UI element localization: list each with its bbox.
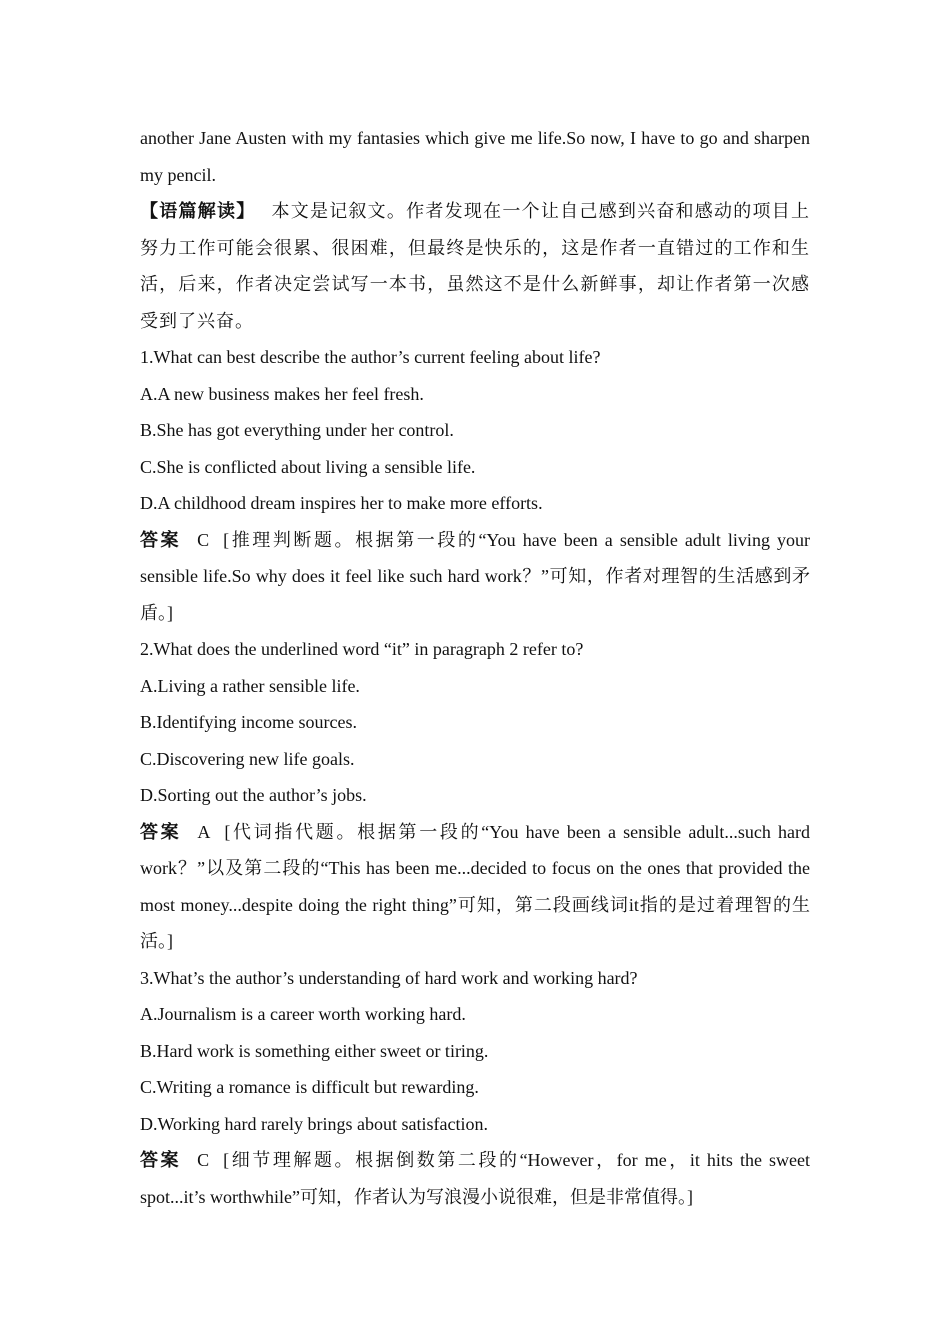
question-stem: 2.What does the underlined word “it” in paragraph 2 refer to? [140, 639, 584, 659]
option-b: B.Hard work is something either sweet or tiring. [140, 1040, 489, 1061]
answer-paragraph [140, 522, 810, 632]
option-c: C.Discovering new life goals. [140, 748, 355, 769]
analysis-text: 本文是记叙文。作者发现在一个让自己感到兴奋和感动的项目上努力工作可能会很累、很困难，但最终是快乐的，这是作者一直错过的工作和生活，后来，作者决定尝试写一本书，虽然这不是什么新鲜事，却让作者第一次感受到了兴奋。 [140, 201, 811, 331]
question-stem: 1.What can best describe the author’s current feeling about life? [140, 347, 601, 367]
option-d: D.Working hard rarely brings about satisfaction. [140, 1113, 488, 1134]
answer-letter: A [197, 821, 211, 842]
intro-text: another Jane Austen with my fantasies which give me life.So now, I have to go and sharpen my pencil. [140, 128, 810, 185]
answer-paragraph [140, 1142, 810, 1215]
option-a: A.A new business makes her feel fresh. [140, 383, 424, 404]
option-a: A.Living a rather sensible life. [140, 675, 360, 696]
option-c: C.She is conflicted about living a sensible life. [140, 456, 476, 477]
analysis-paragraph [140, 193, 810, 339]
document-page [140, 120, 810, 1215]
analysis-label: 【语篇解读】 [140, 201, 256, 221]
answer-label: 答案 [140, 1150, 182, 1170]
answer-explanation: [细节理解题。根据倒数第二段的“However，for me，it hits the sweet spot...it’s worthwhile”可知，作者认为写浪漫小说很难，但是非常值得。] [140, 1150, 810, 1207]
option-d: D.Sorting out the author’s jobs. [140, 785, 367, 805]
option-a: A.Journalism is a career worth working hard. [140, 1004, 466, 1024]
question-1 [140, 339, 810, 631]
answer-explanation: [推理判断题。根据第一段的“You have been a sensible adult living your sensible life.So why does it feel like such hard work？”可知，作者对理智的生活感到矛盾。] [140, 529, 810, 623]
option-d: D.A childhood dream inspires her to make more efforts. [140, 493, 543, 513]
question-3 [140, 960, 810, 1216]
option-b: B.She has got everything under her control. [140, 420, 454, 440]
answer-paragraph [140, 814, 810, 960]
question-2 [140, 631, 810, 960]
option-c: C.Writing a romance is difficult but rewarding. [140, 1077, 479, 1097]
answer-label: 答案 [140, 529, 182, 550]
answer-letter: C [197, 1150, 210, 1170]
answer-letter: C [197, 529, 210, 550]
intro-paragraph [140, 120, 810, 193]
option-b: B.Identifying income sources. [140, 712, 357, 732]
answer-explanation: [代词指代题。根据第一段的“You have been a sensible adult...such hard work？”以及第二段的“This has been me...decided to focus on the ones that provided the most money...despite doing the right thing”可知，第二段画线词it指的是过着理智的生活。] [140, 821, 810, 951]
question-stem: 3.What’s the author’s understanding of hard work and working hard? [140, 967, 638, 988]
answer-label: 答案 [140, 821, 182, 842]
